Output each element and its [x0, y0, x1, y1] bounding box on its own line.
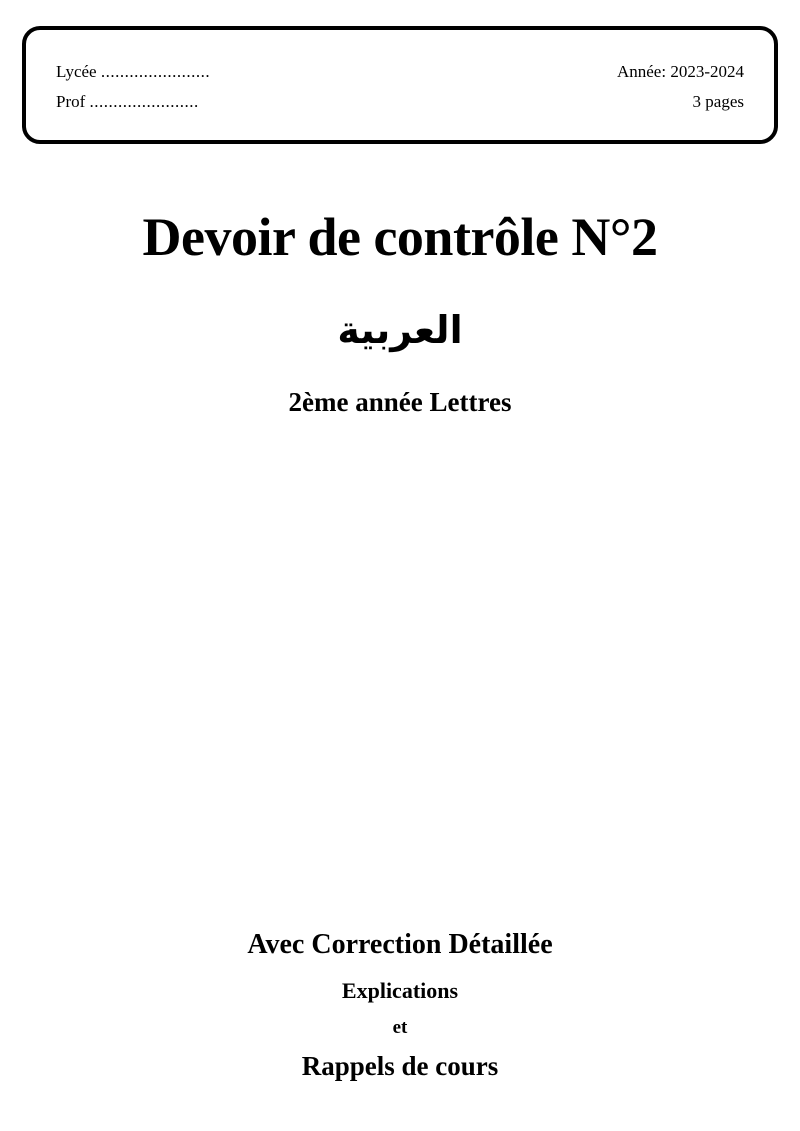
- class-level: 2ème année Lettres: [288, 387, 512, 417]
- teacher-dots: .......................: [89, 92, 199, 111]
- footer-conjunction: et: [392, 1017, 408, 1038]
- academic-year: Année: 2023-2024: [616, 62, 744, 81]
- page-count: 3 pages: [692, 92, 744, 111]
- footer-course-recap-line: Rappels de cours: [301, 1051, 499, 1081]
- header-row-teacher-pages: [56, 87, 744, 117]
- footer-block: [0, 924, 800, 1087]
- footer-explanations-line: Explications: [341, 978, 459, 1003]
- header-info-box: [22, 26, 778, 144]
- school-dots: .......................: [100, 62, 211, 81]
- page-title: Devoir de contrôle N°2: [142, 207, 658, 267]
- school-label: Lycée: [56, 62, 97, 81]
- footer-correction-line: Avec Correction Détaillée: [247, 929, 553, 960]
- subject-title-arabic: العربية: [337, 308, 463, 352]
- header-info-inner: [56, 57, 744, 117]
- header-row-school-year: [56, 57, 744, 87]
- teacher-field: [56, 87, 199, 117]
- teacher-label: Prof: [56, 92, 86, 111]
- school-field: [56, 57, 210, 87]
